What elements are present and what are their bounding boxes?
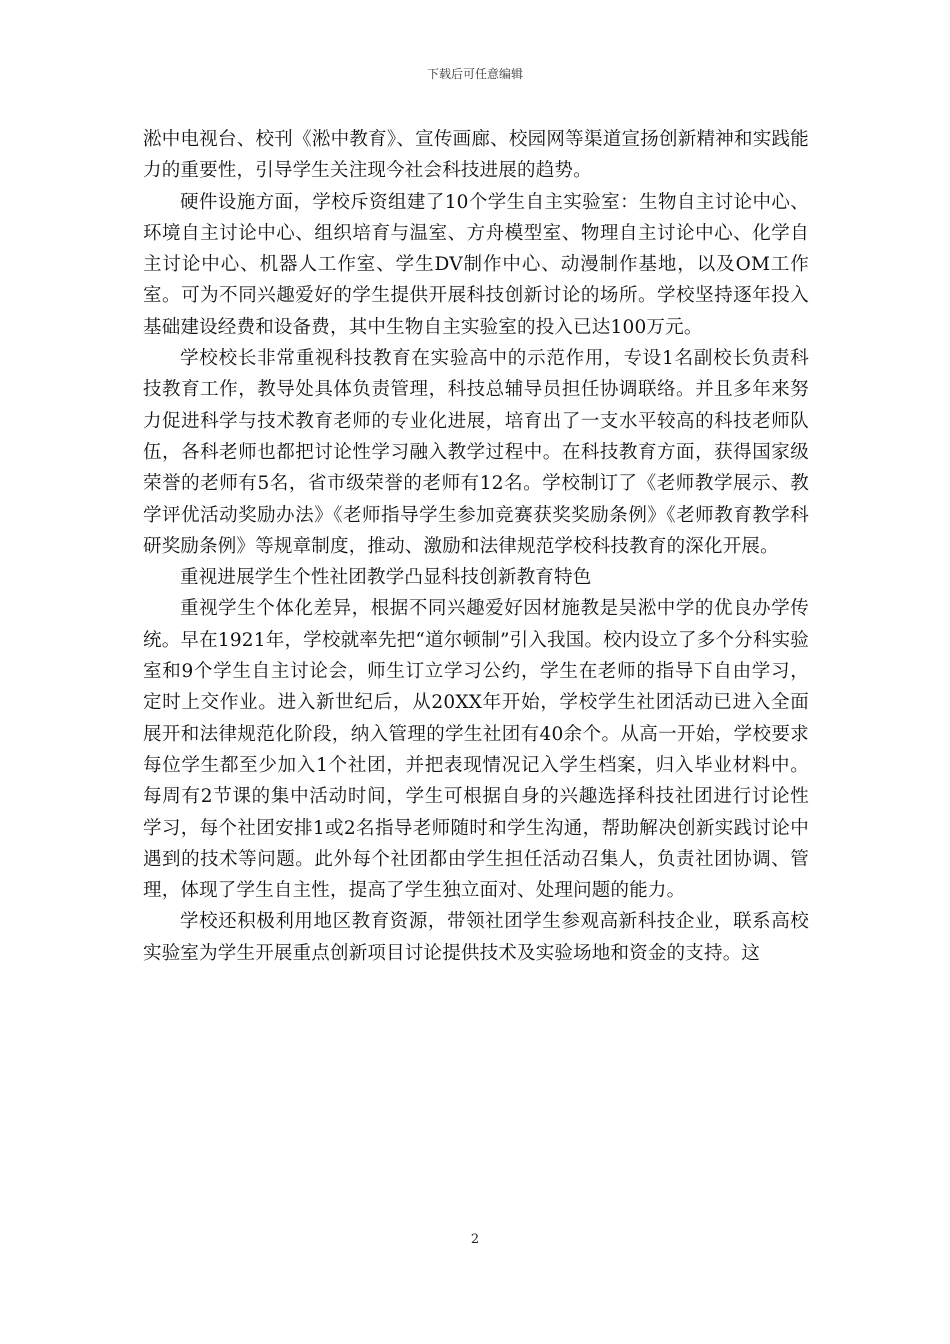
section-heading: 重视进展学生个性社团教学凸显科技创新教育特色	[180, 567, 592, 589]
paragraph: 硬件设施方面，学校斥资组建了10个学生自主实验室：生物自主讨论中心、环境自主讨论中心、组织培育与温室、方舟模型室、物理自主讨论中心、化学自主讨论中心、机器人工作室、学生DV制作中心、动漫制作基地，以及OM工作室。可为不同兴趣爱好的学生提供开展科技创新讨论的场所。学校坚持逐年投入基础建设经费和设备费，其中生物自主实验室的投入已达100万元。	[143, 191, 809, 338]
paragraph: 学校校长非常重视科技教育在实验高中的示范作用，专设1名副校长负责科技教育工作，教导处具体负责管理，科技总辅导员担任协调联络。并且多年来努力促进科学与技术教育老师的专业化进展，培育出了一支水平较高的科技老师队伍，各科老师也都把讨论性学习融入教学过程中。在科技教育方面，获得国家级荣誉的老师有5名，省市级荣誉的老师有12名。学校制订了《老师教学展示、教学评优活动奖励办法》《老师指导学生参加竞赛获奖奖励条例》《老师教育教学科研奖励条例》等规章制度，推动、激励和法律规范学校科技教育的深化开展。	[143, 348, 809, 557]
paragraph: 淞中电视台、校刊《淞中教育》、宣传画廊、校园网等渠道宣扬创新精神和实践能力的重要性，引导学生关注现今社会科技进展的趋势。	[143, 129, 809, 182]
page-number: 2	[470, 1232, 480, 1247]
page-header: 下载后可任意编辑	[426, 67, 523, 81]
document-body	[143, 124, 809, 969]
paragraph: 学校还积极利用地区教育资源，带领社团学生参观高新科技企业，联系高校实验室为学生开展重点创新项目讨论提供技术及实验场地和资金的支持。这	[143, 911, 809, 964]
paragraph: 重视学生个体化差异，根据不同兴趣爱好因材施教是吴淞中学的优良办学传统。早在1921年，学校就率先把“道尔顿制”引入我国。校内设立了多个分科实验室和9个学生自主讨论会，师生订立学习公约，学生在老师的指导下自由学习，定时上交作业。进入新世纪后，从20XX年开始，学校学生社团活动已进入全面展开和法律规范化阶段，纳入管理的学生社团有40余个。从高一开始，学校要求每位学生都至少加入1个社团，并把表现情况记入学生档案，归入毕业材料中。每周有2节课的集中活动时间，学生可根据自身的兴趣选择科技社团进行讨论性学习，每个社团安排1或2名指导老师随时和学生沟通，帮助解决创新实践讨论中遇到的技术等问题。此外每个社团都由学生担任活动召集人，负责社团协调、管理，体现了学生自主性，提高了学生独立面对、处理问题的能力。	[143, 598, 809, 902]
